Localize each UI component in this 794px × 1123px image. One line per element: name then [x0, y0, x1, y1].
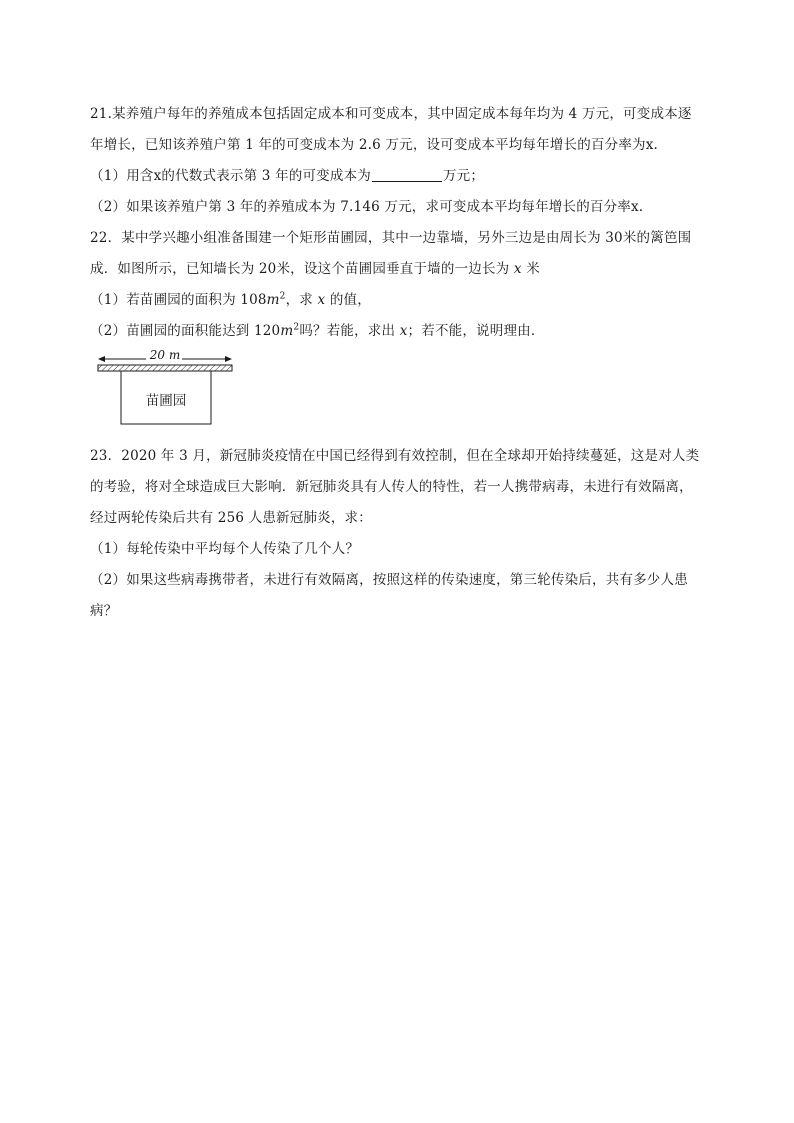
q21-sub1-text: （1）用含x的代数式表示第 3 年的可变成本为 [90, 168, 371, 184]
nursery-diagram [96, 348, 240, 428]
q22-sub-question-1 [90, 290, 710, 310]
q21-text-line-2: 年增长，已知该养殖户第 1 年的可变成本为 2.6 万元，设可变成本平均每年增长的百分率为x. [90, 137, 659, 153]
q23-sub-question-1: （1）每轮传染中平均每个人传染了几个人？ [90, 541, 360, 557]
q23-text-line-1: 23．2020 年 3 月，新冠肺炎疫情在中国已经得到有效控制，但在全球却开始持续蔓延，这是对人类 [90, 448, 700, 464]
q21-sub-question-1 [90, 166, 710, 186]
q22-sub2-unit-m: m [280, 323, 294, 339]
q22-sub1-mid: ，求 [285, 292, 318, 308]
q22-line2-text: 成．如图所示，已知墙长为 20米，设这个苗圃园垂直于墙的一边长为 [90, 261, 514, 277]
q22-sub2-mid: 吗？若能，求出 [299, 323, 400, 339]
q22-sub1-end: 的值， [325, 292, 371, 308]
q22-text-line-1: 22．某中学兴趣小组准备围建一个矩形苗圃园，其中一边靠墙，另外三边是由周长为 30米的篱笆围 [90, 230, 692, 246]
q23-text-line-3: 经过两轮传染后共有 256 人患新冠肺炎，求： [90, 510, 372, 526]
nursery-label: 苗圃园 [145, 393, 187, 409]
wall-length-label: 20 m [149, 348, 181, 362]
q22-text-line-2 [90, 259, 710, 279]
answer-blank [372, 167, 442, 182]
wall-hatched [98, 365, 232, 371]
q23-text-line-2: 的考验，将对全球造成巨大影响．新冠肺炎具有人传人的特性，若一人携带病毒，未进行有效隔离， [90, 479, 693, 495]
q21-sub-question-2: （2）如果该养殖户第 3 年的养殖成本为 7.146 万元，求可变成本平均每年增长的百分率x. [90, 199, 644, 215]
q22-line2-unit: 米 [521, 261, 540, 277]
q22-sub2-exponent: 2 [293, 322, 300, 333]
q21-text-line-1: 21.某养殖户每年的养殖成本包括固定成本和可变成本，其中固定成本每年均为 4 万元，可变成本逐 [90, 106, 692, 122]
q23-sub-question-2-line-1: （2）如果这些病毒携带者，未进行有效隔离，按照这样的传染速度，第三轮传染后，共有多少人患 [90, 572, 688, 588]
q22-sub1-exponent: 2 [279, 291, 286, 302]
q22-sub2-text: （2）苗圃园的面积能达到 120 [90, 323, 281, 339]
q22-variable-x: x [513, 261, 522, 277]
q23-sub-question-2-line-2: 病？ [90, 603, 118, 619]
q22-sub1-text: （1）若苗圃园的面积为 108 [90, 292, 267, 308]
q22-sub2-end: ；若不能，说明理由． [407, 323, 545, 339]
q21-sub1-unit: 万元； [442, 168, 485, 184]
q22-sub1-variable-x: x [317, 292, 326, 308]
q22-sub1-unit-m: m [266, 292, 280, 308]
q22-sub2-variable-x: x [399, 323, 408, 339]
q22-sub-question-2 [90, 321, 710, 341]
